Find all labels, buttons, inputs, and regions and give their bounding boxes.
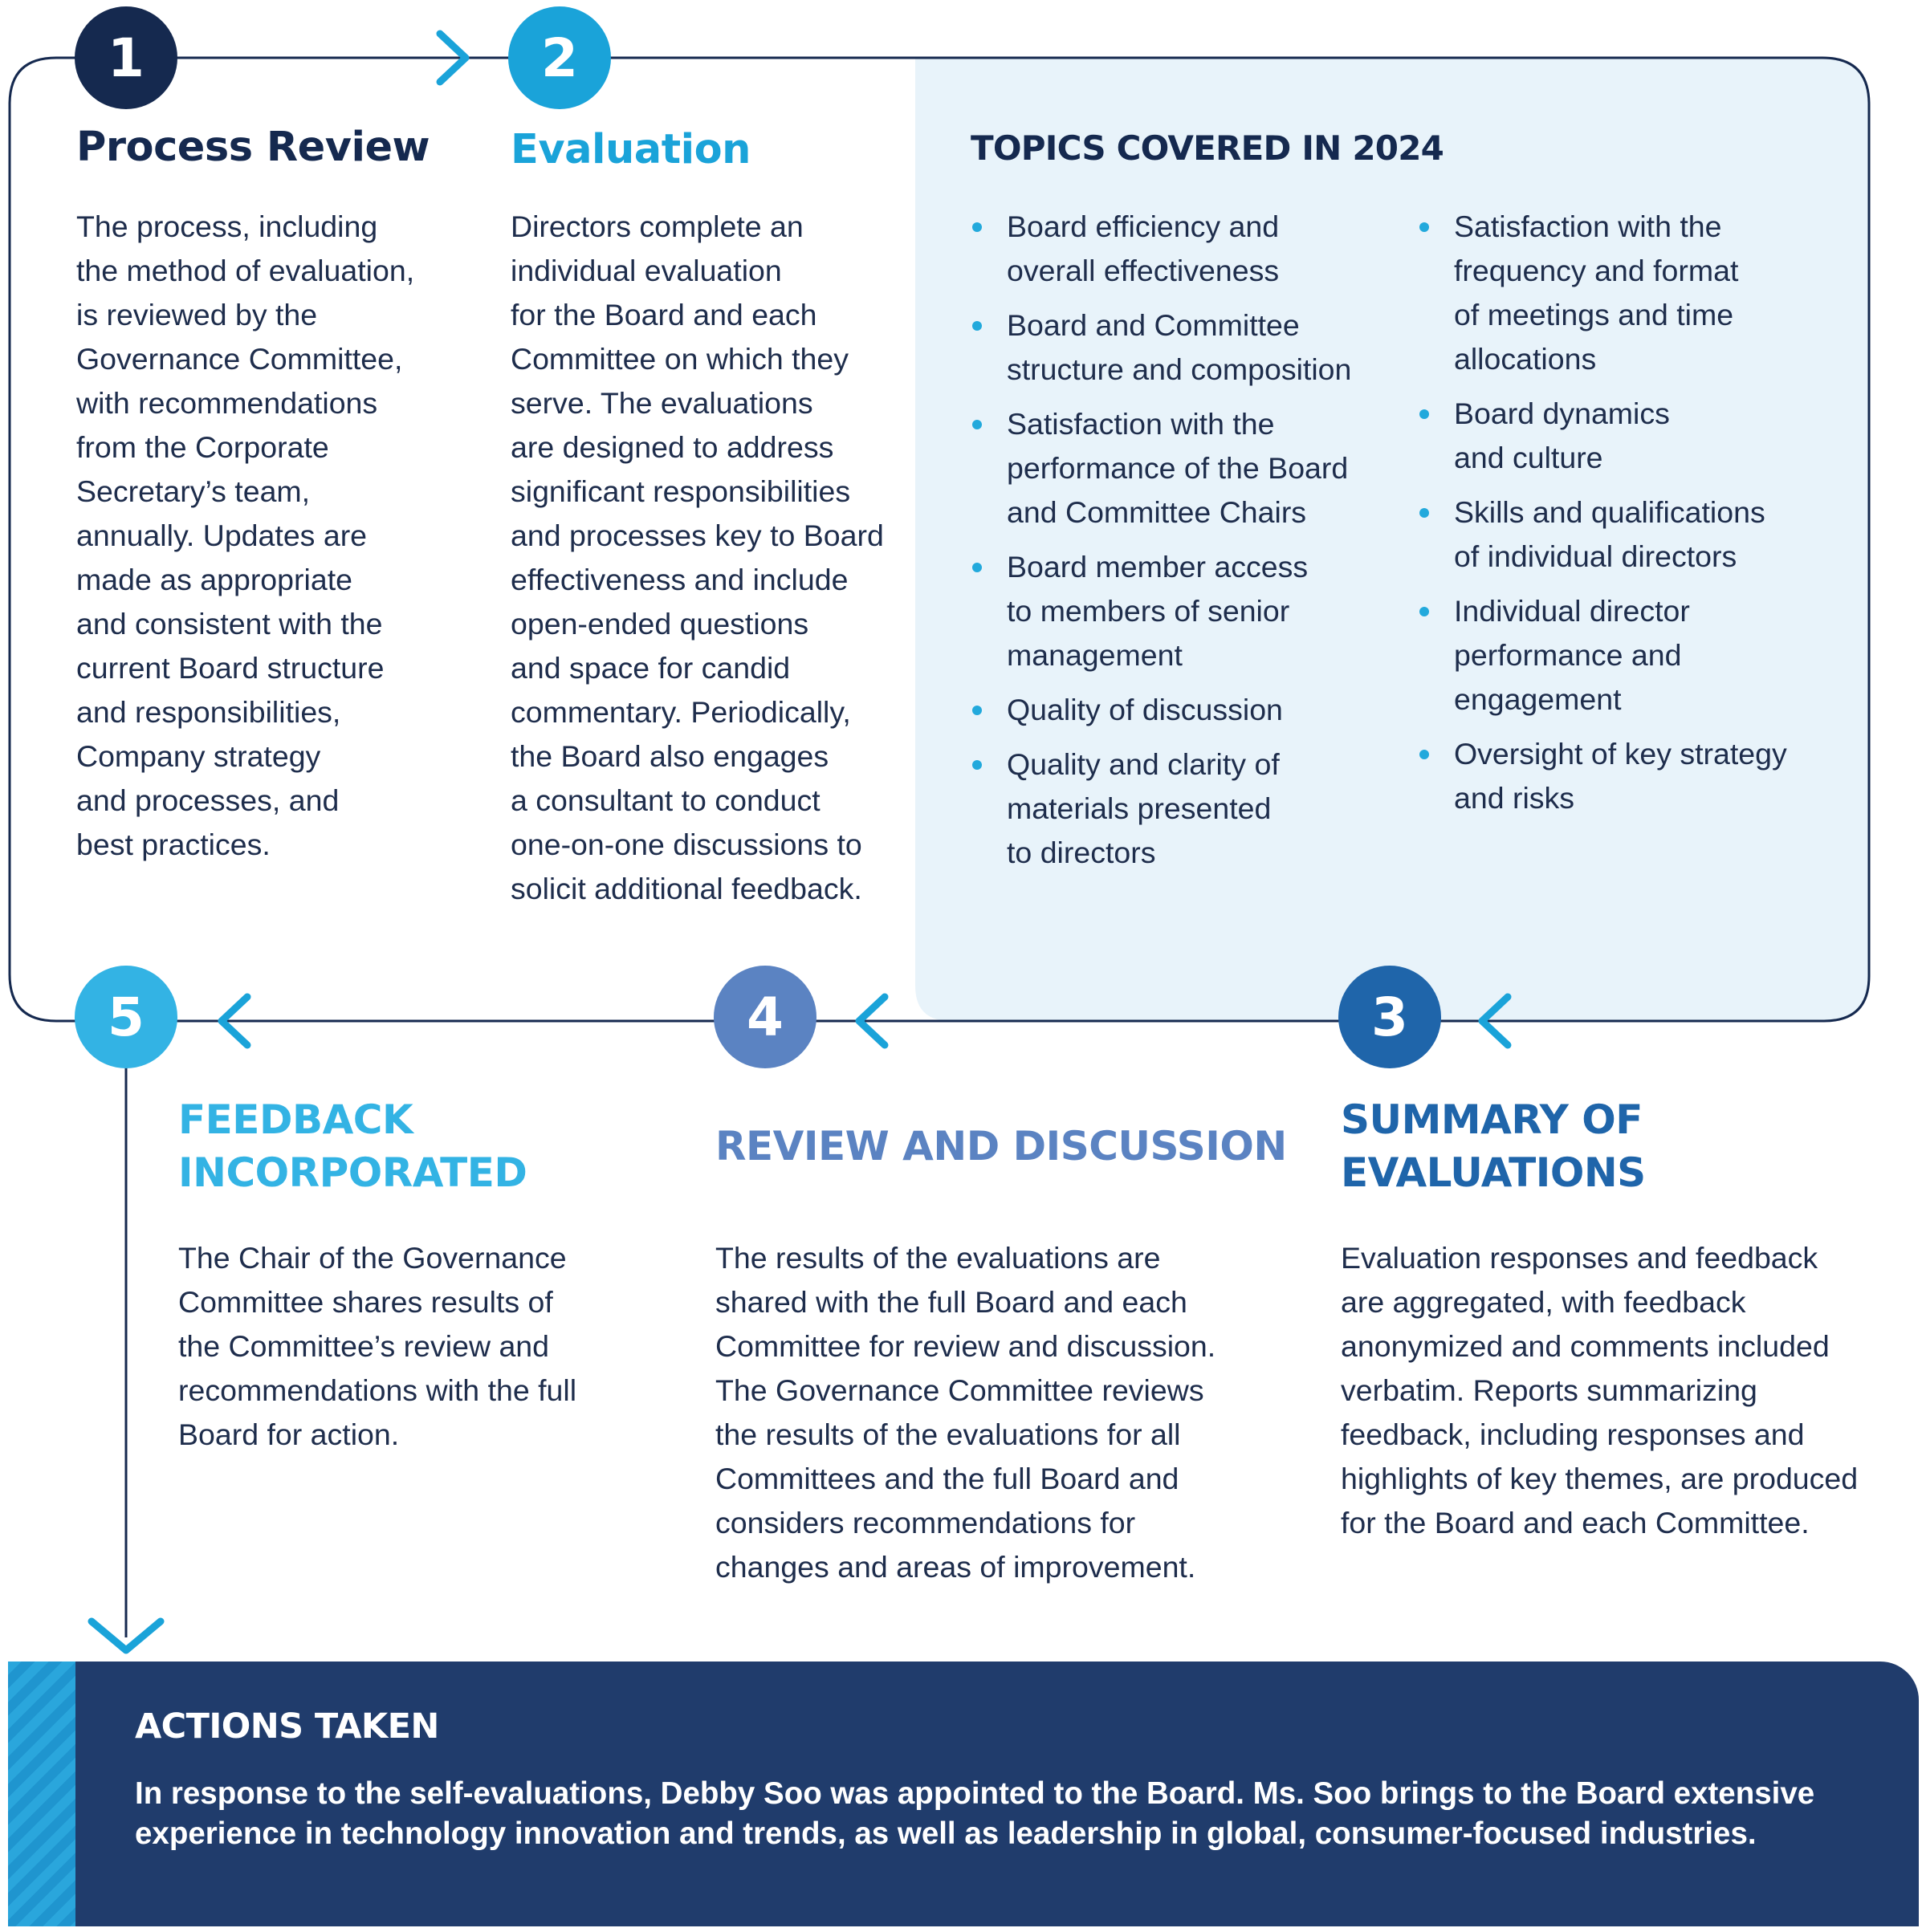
topic-item <box>970 402 1387 535</box>
bullet-icon <box>1419 508 1429 518</box>
topic-item <box>1417 205 1834 381</box>
topic-text: Quality and clarity of materials presented to directors <box>1007 747 1280 869</box>
topic-text: Board efficiency and overall effectiveness <box>1007 209 1280 287</box>
actions-title: ACTIONS TAKEN <box>135 1706 439 1747</box>
bullet-icon <box>1419 750 1429 759</box>
topic-item <box>1417 589 1834 722</box>
actions-banner <box>8 1662 1919 1926</box>
actions-text: In response to the self-evaluations, Debby Soo was appointed to the Board. Ms. Soo brings to the Board extensive experience in technology innovation and trends, as well as leadership in global, consumer-focused industries. <box>135 1776 1815 1851</box>
topic-item <box>1417 490 1834 579</box>
bullet-icon <box>972 760 982 770</box>
topic-item <box>970 545 1387 677</box>
topics-list-right <box>1417 205 1834 831</box>
topic-text: Quality of discussion <box>1007 693 1283 726</box>
topic-text: Board member access to members of senior management <box>1007 550 1309 672</box>
step-5-title: FEEDBACK INCORPORATED <box>178 1096 527 1196</box>
chevron-right-icon <box>434 29 474 87</box>
bullet-icon <box>972 563 982 572</box>
topic-item <box>970 303 1387 392</box>
step-3-text: Evaluation responses and feedback are aggregated, with feedback anonymized and comments included verbatim. Reports summarizing feedback, including responses and highlights of key themes, are produced for the Board and each Committee. <box>1341 1241 1859 1539</box>
step-2-badge: 2 <box>508 6 611 109</box>
topic-text: Individual director performance and engagement <box>1454 594 1690 716</box>
bullet-icon <box>972 420 982 429</box>
step-3-badge: 3 <box>1338 966 1441 1068</box>
step-3-title: SUMMARY OF EVALUATIONS <box>1341 1096 1646 1196</box>
step-1-title: Process Review <box>76 124 430 171</box>
topic-item <box>1417 732 1834 820</box>
bullet-icon <box>1419 409 1429 419</box>
step-2-title: Evaluation <box>511 126 751 173</box>
step-1-text: The process, including the method of evaluation, is reviewed by the Governance Committee, with recommendations from the Corporate Secretary’s team, annually. Updates are made as appropriate and consistent with the current Board structure and responsibilities, Company strategy and processes, and best practices. <box>76 209 415 861</box>
chevron-pattern-strip <box>8 1662 75 1926</box>
step-4-badge: 4 <box>714 966 816 1068</box>
topic-text: Oversight of key strategy and risks <box>1454 737 1787 815</box>
chevron-left-icon <box>1474 992 1514 1050</box>
topic-item <box>1417 392 1834 480</box>
step-1-badge: 1 <box>75 6 177 109</box>
bullet-icon <box>1419 607 1429 616</box>
topic-text: Satisfaction with the performance of the Board and Committee Chairs <box>1007 407 1349 529</box>
chevron-left-icon <box>214 992 254 1050</box>
topic-text: Skills and qualifications of individual directors <box>1454 495 1765 573</box>
topic-item <box>970 742 1387 875</box>
step-4-text: The results of the evaluations are shared with the full Board and each Committee for review and discussion. The Governance Committee reviews the results of the evaluations for all Committees and the full Board and considers recommendations for changes and areas of improvement. <box>715 1241 1216 1584</box>
bullet-icon <box>1419 222 1429 232</box>
step-5-text: The Chair of the Governance Committee shares results of the Committee’s review and recommendations with the full Board for action. <box>178 1241 577 1451</box>
topic-item <box>970 205 1387 293</box>
step-4-title: REVIEW AND DISCUSSION <box>715 1123 1287 1169</box>
bullet-icon <box>972 222 982 232</box>
topic-item <box>970 688 1387 732</box>
step-5-badge: 5 <box>75 966 177 1068</box>
topic-text: Satisfaction with the frequency and format of meetings and time allocations <box>1454 209 1739 376</box>
topic-text: Board dynamics and culture <box>1454 397 1670 474</box>
chevron-down-icon <box>87 1613 165 1658</box>
topic-text: Board and Committee structure and composition <box>1007 308 1352 386</box>
chevron-left-icon <box>851 992 891 1050</box>
step-2-text: Directors complete an individual evaluation for the Board and each Committee on which they serve. The evaluations are designed to address significant responsibilities and processes key to Board effectiveness and include open-ended questions and space for candid commentary. Periodically, the Board also engages a consultant to conduct one-on-one discussions to solicit additional feedback. <box>511 209 884 905</box>
bullet-icon <box>972 321 982 331</box>
bullet-icon <box>972 706 982 715</box>
topics-title: TOPICS COVERED IN 2024 <box>971 128 1444 168</box>
topics-list-left <box>970 205 1387 885</box>
